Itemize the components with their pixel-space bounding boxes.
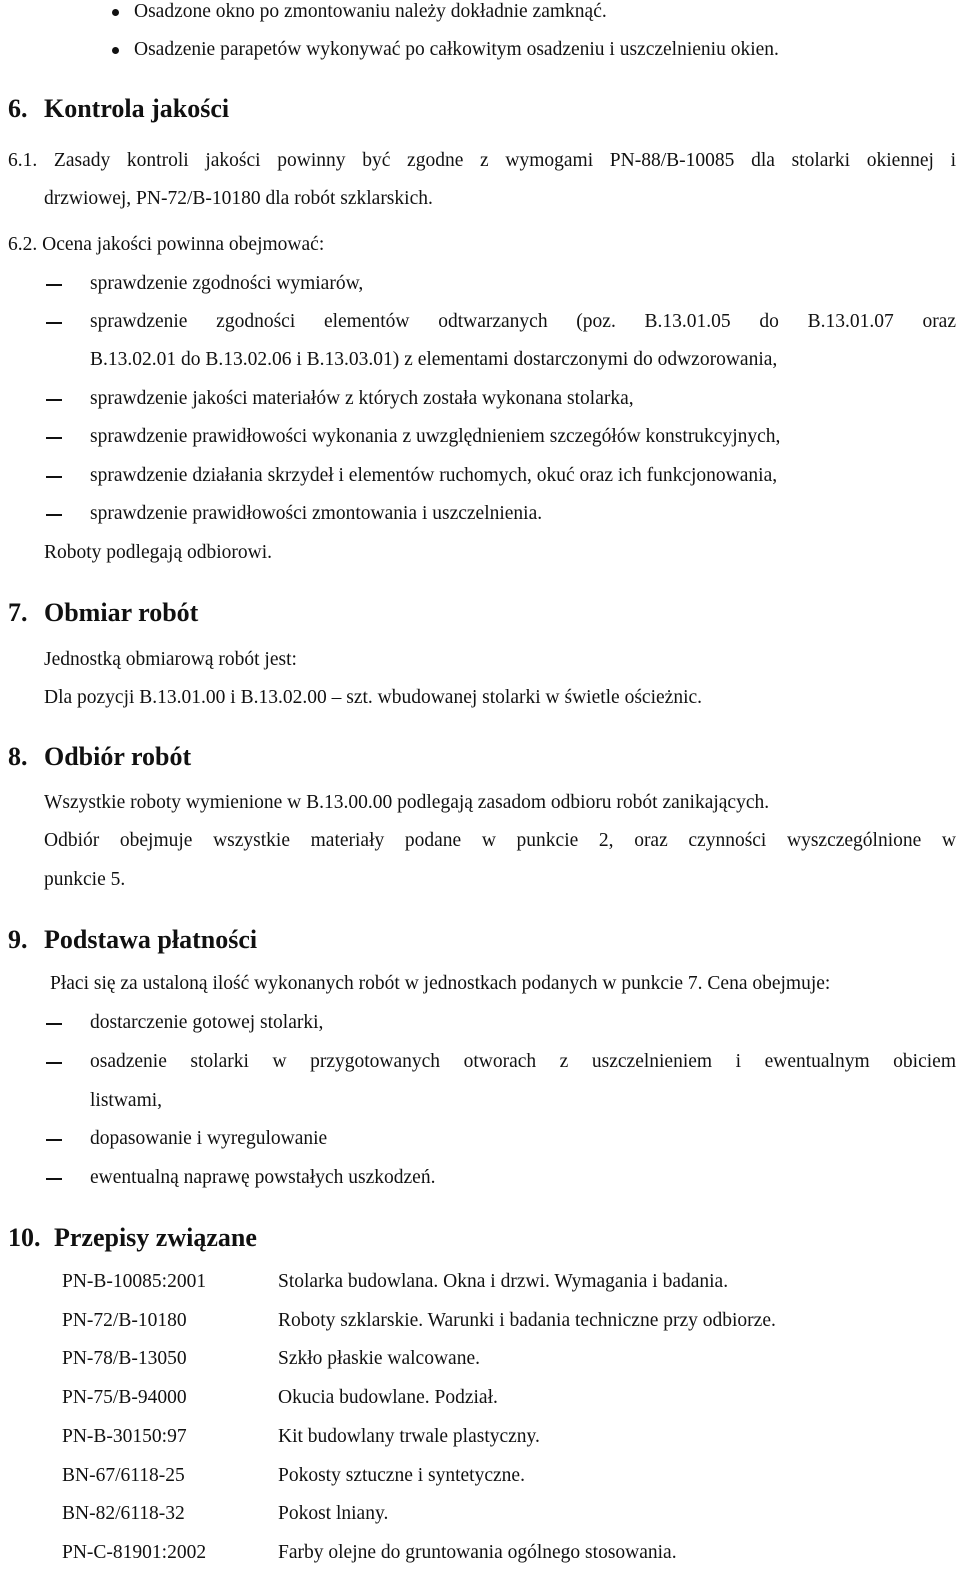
section-title: Podstawa płatności [44,925,258,954]
bullet-dot [112,47,119,54]
paragraph: punkcie 5. [44,869,126,890]
reference-code: PN-75/B-94000 [62,1387,187,1408]
reference-description: Stolarka budowlana. Okna i drzwi. Wymagania i badania. [278,1271,729,1292]
paragraph: Płaci się za ustaloną ilość wykonanych robót w jednostkach podanych w punkcie 7. Cena obejmuje: [50,973,831,994]
list-item: ewentualną naprawę powstałych uszkodzeń. [90,1167,436,1188]
reference-description: Pokost lniany. [278,1503,389,1524]
dash-marker [46,322,62,324]
reference-code: PN-B-10085:2001 [62,1271,207,1292]
list-item-continuation: listwami, [90,1090,163,1111]
list-item: sprawdzenie jakości materiałów z których została wykonana stolarka, [90,388,634,409]
dash-marker [46,399,62,401]
section-number: 7. [8,598,28,627]
dash-marker [46,1139,62,1141]
reference-description: Pokosty sztuczne i syntetyczne. [278,1465,525,1486]
section-title: Kontrola jakości [44,94,230,123]
paragraph-6-1-line1: 6.1. Zasady kontroli jakości powinny być zgodne z wymogami PN-88/B-10085 dla stolarki okiennej i [8,150,956,171]
section-heading-9 [8,925,257,955]
list-item: sprawdzenie działania skrzydeł i elementów ruchomych, okuć oraz ich funkcjonowania, [90,465,778,486]
paragraph-6-2: 6.2. Ocena jakości powinna obejmować: [8,234,325,255]
section-title: Obmiar robót [44,598,199,627]
paragraph-6-1-line2: drzwiowej, PN-72/B-10180 dla robót szklarskich. [44,188,433,209]
paragraph: Dla pozycji B.13.01.00 i B.13.02.00 – szt. wbudowanej stolarki w świetle ościeżnic. [44,687,703,708]
list-item-continuation: B.13.02.01 do B.13.02.06 i B.13.03.01) z elementami dostarczonymi do odwzorowania, [90,349,778,370]
dash-marker [46,437,62,439]
reference-description: Okucia budowlane. Podział. [278,1387,498,1408]
section-number: 8. [8,742,28,771]
dash-marker [46,1023,62,1025]
list-item: dopasowanie i wyregulowanie [90,1128,328,1149]
reference-code: PN-72/B-10180 [62,1310,187,1331]
section-title: Przepisy związane [54,1223,257,1252]
dash-marker [46,284,62,286]
section-heading-8 [8,742,191,772]
reference-description: Szkło płaskie walcowane. [278,1348,480,1369]
reference-code: PN-B-30150:97 [62,1426,187,1447]
bullet-item: Osadzone okno po zmontowaniu należy dokładnie zamknąć. [134,1,607,22]
reference-code: BN-67/6118-25 [62,1465,185,1486]
section-number: 6. [8,94,28,123]
list-item: sprawdzenie prawidłowości wykonania z uwzględnieniem szczegółów konstrukcyjnych, [90,426,781,447]
dash-marker [46,476,62,478]
list-item: osadzenie stolarki w przygotowanych otworach z uszczelnieniem i ewentualnym obiciem [90,1051,956,1072]
reference-description: Roboty szklarskie. Warunki i badania techniczne przy odbiorze. [278,1310,776,1331]
closing-text: Roboty podlegają odbiorowi. [44,542,273,563]
list-item: sprawdzenie prawidłowości zmontowania i uszczelnienia. [90,503,543,524]
bullet-dot [112,9,119,16]
reference-code: BN-82/6118-32 [62,1503,185,1524]
section-number: 9. [8,925,28,954]
reference-code: PN-78/B-13050 [62,1348,187,1369]
list-item: sprawdzenie zgodności elementów odtwarzanych (poz. B.13.01.05 do B.13.01.07 oraz [90,311,956,332]
section-number: 10. [8,1223,41,1252]
list-item: sprawdzenie zgodności wymiarów, [90,273,364,294]
section-heading-6 [8,94,229,124]
section-heading-7 [8,598,198,628]
paragraph: Wszystkie roboty wymienione w B.13.00.00 podlegają zasadom odbioru robót zanikających. [44,792,770,813]
dash-marker [46,1062,62,1064]
dash-marker [46,1178,62,1180]
reference-code: PN-C-81901:2002 [62,1542,207,1563]
list-item: dostarczenie gotowej stolarki, [90,1012,324,1033]
reference-description: Kit budowlany trwale plastyczny. [278,1426,540,1447]
paragraph: Odbiór obejmuje wszystkie materiały podane w punkcie 2, oraz czynności wyszczególnione w [44,830,956,851]
dash-marker [46,514,62,516]
bullet-item: Osadzenie parapetów wykonywać po całkowitym osadzeniu i uszczelnieniu okien. [134,39,779,60]
paragraph: Jednostką obmiarową robót jest: [44,649,297,670]
section-heading-10 [8,1223,257,1253]
section-title: Odbiór robót [44,742,192,771]
reference-description: Farby olejne do gruntowania ogólnego stosowania. [278,1542,677,1563]
